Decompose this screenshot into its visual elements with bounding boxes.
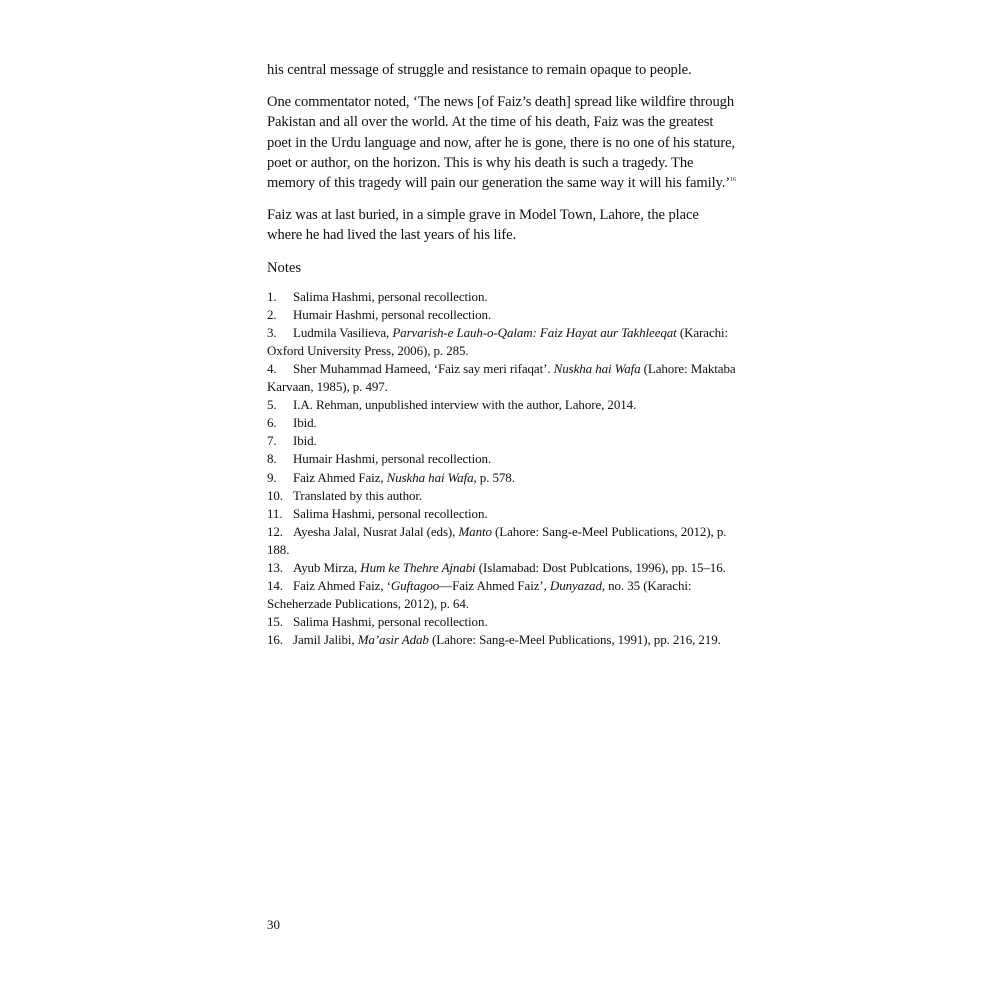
note-text: Ayub Mirza,: [293, 560, 361, 576]
note-text: I.A. Rehman, unpublished interview with the author, Lahore, 2014.: [293, 397, 637, 413]
note-text-rest: (Lahore: Sang-e-Meel Publications, 2012), p. 188.: [267, 523, 727, 557]
note-item: [267, 414, 737, 432]
note-number: 15.: [267, 614, 283, 630]
notes-list: [267, 288, 737, 650]
note-text: Jamil Jalibi,: [293, 632, 358, 648]
note-text: Translated by this author.: [293, 487, 423, 503]
note-text: Ayesha Jalal, Nusrat Jalal (eds),: [293, 523, 459, 539]
note-text: Salima Hashmi, personal recollection.: [293, 505, 488, 521]
note-number: 16.: [267, 632, 283, 648]
note-item: [267, 577, 737, 613]
note-item: [267, 487, 737, 505]
note-item: [267, 450, 737, 468]
note-title: Hum ke Thehre Ajnabi: [360, 560, 476, 576]
page-number: 30: [267, 917, 280, 932]
note-text-rest: , p. 578.: [473, 469, 515, 485]
page-content: [267, 60, 737, 650]
note-text-rest-2: , no. 35 (Karachi: Scheherzade Publications, 2012), p. 64.: [267, 578, 692, 612]
note-item: [267, 559, 737, 577]
note-item: [267, 306, 737, 324]
note-number: 12.: [267, 523, 283, 539]
note-number: 7.: [267, 433, 277, 449]
note-text: Salima Hashmi, personal recollection.: [293, 614, 488, 630]
body-paragraph: [267, 205, 737, 245]
note-title: Nuskha hai Wafa: [553, 361, 641, 376]
notes-heading: Notes: [267, 259, 302, 276]
note-text-rest: (Lahore: Sang-e-Meel Publications, 1991), pp. 216, 219.: [428, 632, 721, 648]
note-item: [267, 324, 737, 360]
note-item: [267, 288, 737, 306]
note-text: Salima Hashmi, personal recollection.: [293, 288, 488, 304]
note-number: 8.: [267, 451, 277, 467]
note-text: Humair Hashmi, personal recollection.: [293, 451, 492, 467]
note-number: 13.: [267, 560, 283, 576]
note-title-2: Dunyazad: [549, 578, 602, 594]
note-title: Nuskha hai Wafa: [386, 469, 474, 485]
note-item: [267, 523, 737, 559]
note-item: [267, 469, 737, 487]
note-item: [267, 396, 737, 414]
note-text-rest: —Faiz Ahmed Faiz’,: [439, 578, 550, 594]
paragraph-text: One commentator noted, ‘The news [of Faiz’s death] spread like wildfire through Pakistan and all over the world. At the time of his death, Faiz was the greatest poet in the Urdu language and now, after he is gone, there is no one of his stature, poet or author, on the horizon. This is why his death is such a tragedy. The memory of this tragedy will pain our generation the same way it will his family.’: [267, 94, 736, 192]
note-title: Manto: [458, 523, 492, 539]
body-paragraph: [267, 92, 737, 193]
paragraph-text: Faiz was at last buried, in a simple grave in Model Town, Lahore, the place where he had lived the last years of his life.: [267, 207, 699, 244]
note-text: Faiz Ahmed Faiz,: [293, 469, 387, 485]
note-text: Ibid.: [293, 433, 317, 449]
note-item: [267, 360, 737, 396]
note-text-rest: (Lahore: Maktaba Karvaan, 1985), p. 497.: [267, 361, 736, 395]
footnote-reference: 16: [730, 177, 736, 184]
note-item: [267, 613, 737, 631]
note-text-rest: (Islamabad: Dost Publcations, 1996), pp. 15–16.: [475, 560, 726, 576]
note-number: 9.: [267, 469, 277, 485]
note-text-rest: (Karachi: Oxford University Press, 2006), p. 285.: [267, 324, 729, 358]
note-number: 1.: [267, 288, 277, 304]
note-title: Parvarish-e Lauh-o-Qalam: Faiz Hayat aur Takhleeqat: [392, 324, 677, 340]
note-text: Humair Hashmi, personal recollection.: [293, 306, 492, 322]
note-title: Ma’asir Adab: [357, 632, 429, 648]
note-text: Ludmila Vasilieva,: [293, 324, 393, 340]
note-text: Faiz Ahmed Faiz, ‘: [293, 578, 391, 594]
note-text: Ibid.: [293, 415, 317, 431]
note-number: 10.: [267, 487, 283, 503]
note-number: 5.: [267, 397, 277, 413]
body-paragraph: [267, 60, 737, 80]
note-number: 11.: [267, 505, 283, 521]
note-item: [267, 631, 737, 649]
note-number: 4.: [267, 361, 277, 376]
note-title: Guftagoo: [390, 578, 440, 594]
note-item: [267, 505, 737, 523]
paragraph-text: his central message of struggle and resistance to remain opaque to people.: [267, 62, 692, 78]
note-number: 3.: [267, 324, 277, 340]
note-number: 6.: [267, 415, 277, 431]
note-number: 2.: [267, 306, 277, 322]
note-number: 14.: [267, 578, 283, 594]
note-item: [267, 432, 737, 450]
note-text: Sher Muhammad Hameed, ‘Faiz say meri rifaqat’.: [293, 361, 554, 376]
